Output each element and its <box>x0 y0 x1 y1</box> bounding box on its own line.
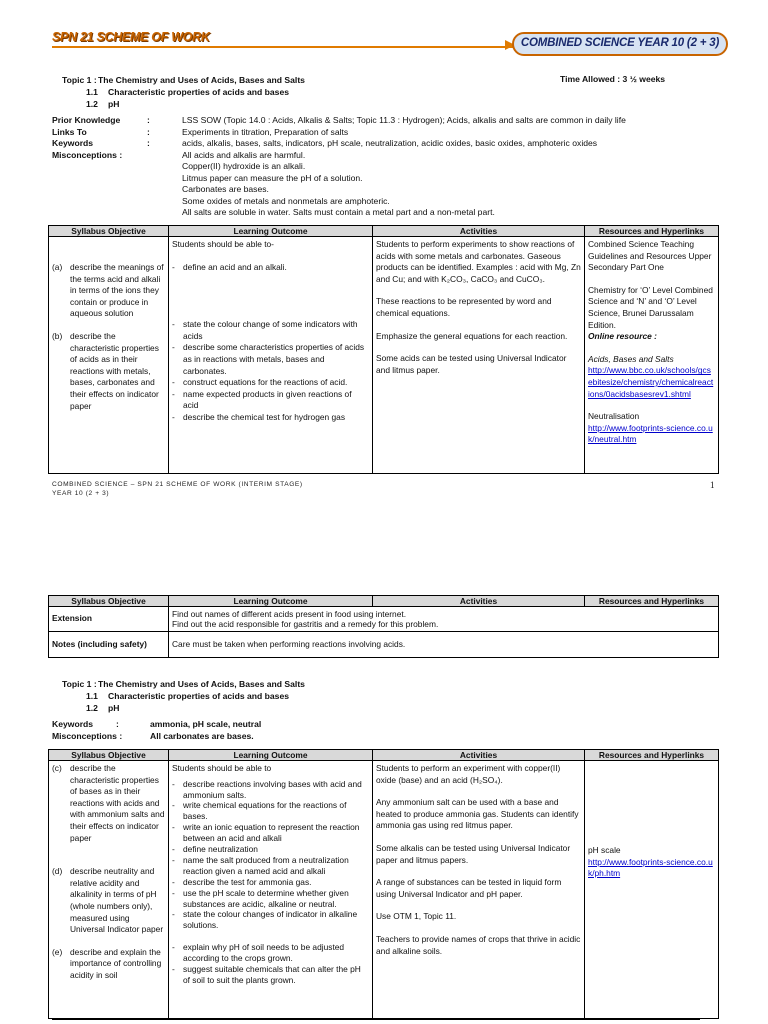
column-header: Learning Outcome <box>169 750 373 761</box>
neutralisation-link[interactable]: http://www.footprints-science.co.uk/neutral.htm <box>588 422 713 445</box>
table-header-row <box>49 750 719 761</box>
learning-outcome-cell: Students should be able to- - define an acid and an alkali. - state the colour change of some indicators with acids - describe some characteristics properties of acids as in reactions with metals, bases and carbonates. - construct equations for the reactions of acid. - name expected products in given reactions of acid - describe the chemical test for hydrogen gas <box>169 237 373 474</box>
column-header: Learning Outcome <box>169 226 373 237</box>
list-item: - state the colour change of some indicators with acids <box>172 319 369 342</box>
column-header: Syllabus Objective <box>49 226 169 237</box>
table-header-row <box>49 596 719 607</box>
column-header: Syllabus Objective <box>49 596 169 607</box>
topic-heading: Topic 1 : The Chemistry and Uses of Acids, Bases and Salts 1.1 Characteristic properties of acids and bases 1.2 pH <box>62 679 305 713</box>
column-header: Resources and Hyperlinks <box>585 226 719 237</box>
table-row <box>49 632 719 658</box>
column-header: Resources and Hyperlinks <box>585 596 719 607</box>
list-item: - describe reactions involving bases with acid and ammonium salts. <box>172 779 369 801</box>
objective-item: (c) describe the characteristic properties of bases as in their reactions with acids and with ammonium salts and their effects on indicator paper <box>52 763 165 843</box>
list-item: - describe some characteristics properties of acids as in reactions with metals, bases and carbonates. <box>172 342 369 377</box>
objectives-table <box>48 749 719 1019</box>
info-row: Misconceptions : All carbonates are bases. <box>52 730 254 741</box>
subtopic-title: Characteristic properties of acids and bases <box>108 691 290 701</box>
activities-cell: Students to perform experiments to show reactions of acids with some metals and carbonates. Gaseous products can be identified. Examples : acid with Mg, Zn and Cu; and with K₂CO₃, CaCO₃ and CuCO₃. These reactions to be represented by word and chemical equations. Emphasize the general equations for each reaction. Some acids can be tested using Universal Indicator and litmus paper. <box>373 237 585 474</box>
misconceptions-list: Copper(II) hydroxide is an alkali. Litmus paper can measure the pH of a solution. Carbonates are bases. Some oxides of metals and nonmetals are amphoteric. All salts are soluble in water. Salts must contain a metal part and a non-metal part. <box>182 161 495 217</box>
column-header: Learning Outcome <box>169 596 373 607</box>
list-item: - define an acid and an alkali. <box>172 262 369 274</box>
list-item: - suggest suitable chemicals that can alter the pH of soil to suit the plants grown. <box>172 964 369 986</box>
list-item: - describe the chemical test for hydrogen gas <box>172 412 369 424</box>
list-item: - name the salt produced from a neutralization reaction given a named acid and alkali <box>172 855 369 877</box>
resources-cell: Combined Science Teaching Guidelines and Resources Upper Secondary Part One Chemistry for ‘O’ Level Combined Science and ‘N’ and ‘O’ Level Science, Brunei Darussalam Edition. Online resource : Acids, Bases and Salts http://www.bbc.co.uk/schools/gcsebitesize/chemistry/chemicalreactions/0acidsbasesrev1.shtml Neutralisation http://www.footprints-science.co.uk/neutral.htm <box>585 237 719 474</box>
table-row <box>49 607 719 632</box>
resources-cell: pH scale http://www.footprints-science.co.uk/ph.htm <box>585 761 719 1019</box>
objective-item: (b) describe the characteristic properties of acids as in their reactions with metals, bases, carbonates and their effects on indicator paper <box>52 330 159 411</box>
objective-item: (d) describe neutrality and relative acidity and alkalinity in terms of pH (whole numbers only), measured using Universal Indicator paper <box>52 866 164 935</box>
notes-cell: Care must be taken when performing reactions involving acids. <box>169 632 719 658</box>
info-row: Links To : Experiments in titration, Preparation of salts <box>52 126 349 137</box>
column-header: Syllabus Objective <box>49 750 169 761</box>
page-bottom-rule <box>52 1019 700 1020</box>
subtopic-title: Characteristic properties of acids and bases <box>108 87 290 97</box>
list-item: - describe the test for ammonia gas. <box>172 877 369 888</box>
syllabus-objective-cell <box>49 761 169 1019</box>
page-number: 1 <box>710 480 715 490</box>
list-item: - state the colour changes of indicator in alkaline solutions. <box>172 909 369 931</box>
list-item: - name expected products in given reactions of acid <box>172 389 369 412</box>
info-row: Keywords : acids, alkalis, bases, salts, indicators, pH scale, neutralization, acidic oxides, basic oxides, amphoteric oxides <box>52 138 598 148</box>
list-item: - use the pH scale to determine whether given substances are acidic, alkaline or neutral. <box>172 888 369 910</box>
header-divider <box>52 46 522 48</box>
topic-heading: Topic 1 : The Chemistry and Uses of Acids, Bases and Salts 1.1 Characteristic properties of acids and bases 1.2 pH <box>62 75 305 109</box>
ph-scale-link[interactable]: http://www.footprints-science.co.uk/ph.htm <box>588 856 713 879</box>
column-header: Activities <box>373 226 585 237</box>
list-item: - write chemical equations for the reactions of bases. <box>172 800 369 822</box>
bbc-acids-link[interactable]: http://www.bbc.co.uk/schools/gcsebitesize/chemistry/chemicalreactions/0acidsbasesrev1.shtml <box>588 365 714 399</box>
notes-label: Notes (including safety) <box>49 632 169 658</box>
learning-outcome-cell: Students should be able to - describe reactions involving bases with acid and ammonium salts. - write chemical equations for the reactions of bases. - write an ionic equation to represent the reaction between an acid and alkali - define neutralization - name the salt produced from a neutralization reaction given a named acid and alkali - describe the test for ammonia gas. - use the pH scale to determine whether given substances are acidic, alkaline or neutral. - state the colour changes of indicator in alkaline solutions. - explain why pH of soil needs to be adjusted according to the crops grown. - suggest suitable chemicals that can alter the pH of soil to suit the plants grown. <box>169 761 373 1019</box>
column-header: Activities <box>373 596 585 607</box>
time-allowed: Time Allowed : 3 ½ weeks <box>560 74 666 84</box>
activities-cell: Students to perform an experiment with copper(II) oxide (base) and an acid (H₂SO₄). Any ammonium salt can be used with a base and heated to produce ammonia gas. Students can identify ammonia gas using red litmus paper. Some alkalis can be tested using Universal Indicator paper and litmus papers. A range of substances can be tested in liquid form using Universal Indicator and pH paper. Use OTM 1, Topic 11. Teachers to provide names of crops that thrive in acidic and alkaline soils. <box>373 761 585 1019</box>
topic-info <box>52 719 452 742</box>
info-row: Keywords : ammonia, pH scale, neutral <box>52 719 262 729</box>
info-row: Prior Knowledge : LSS SOW (Topic 14.0 : Acids, Alkalis & Salts; Topic 11.3 : Hydrogen); Acids, alkalis and salts are common in daily life <box>52 115 626 125</box>
topic-title: The Chemistry and Uses of Acids, Bases and Salts <box>98 679 305 689</box>
subtopic-title: pH <box>108 99 120 109</box>
list-item: - construct equations for the reactions of acid. <box>172 377 369 389</box>
syllabus-objective-cell <box>49 237 169 474</box>
list-item: - write an ionic equation to represent the reaction between an acid and alkali <box>172 822 369 844</box>
objectives-table <box>48 225 719 474</box>
column-header: Activities <box>373 750 585 761</box>
list-item: - explain why pH of soil needs to be adjusted according to the crops grown. <box>172 942 369 964</box>
objective-item: (a) describe the meanings of the terms acid and alkali in terms of the ions they contain or produce in aqueous solution <box>52 262 164 319</box>
list-item: - define neutralization <box>172 844 369 855</box>
topic-info <box>52 115 712 219</box>
table-row <box>49 761 719 1019</box>
table-header-row <box>49 226 719 237</box>
extension-cell: Find out names of different acids present in food using internet. Find out the acid responsible for gastritis and a remedy for this problem. <box>169 607 719 632</box>
topic-title: The Chemistry and Uses of Acids, Bases and Salts <box>98 75 305 85</box>
table-row <box>49 237 719 474</box>
extension-label: Extension <box>49 607 169 632</box>
column-header: Resources and Hyperlinks <box>585 750 719 761</box>
info-row: Misconceptions : All acids and alkalis are harmful. <box>52 149 306 160</box>
page-footer: COMBINED SCIENCE – SPN 21 SCHEME OF WORK (INTERIM STAGE) YEAR 10 (2 + 3) <box>52 481 303 497</box>
extension-table <box>48 595 719 658</box>
subtopic-title: pH <box>108 703 120 713</box>
course-title-badge: COMBINED SCIENCE YEAR 10 (2 + 3) <box>512 32 728 56</box>
objective-item: (e) describe and explain the importance of controlling acidity in soil <box>52 946 162 980</box>
scheme-of-work-title: SPN 21 SCHEME OF WORK <box>52 30 210 44</box>
